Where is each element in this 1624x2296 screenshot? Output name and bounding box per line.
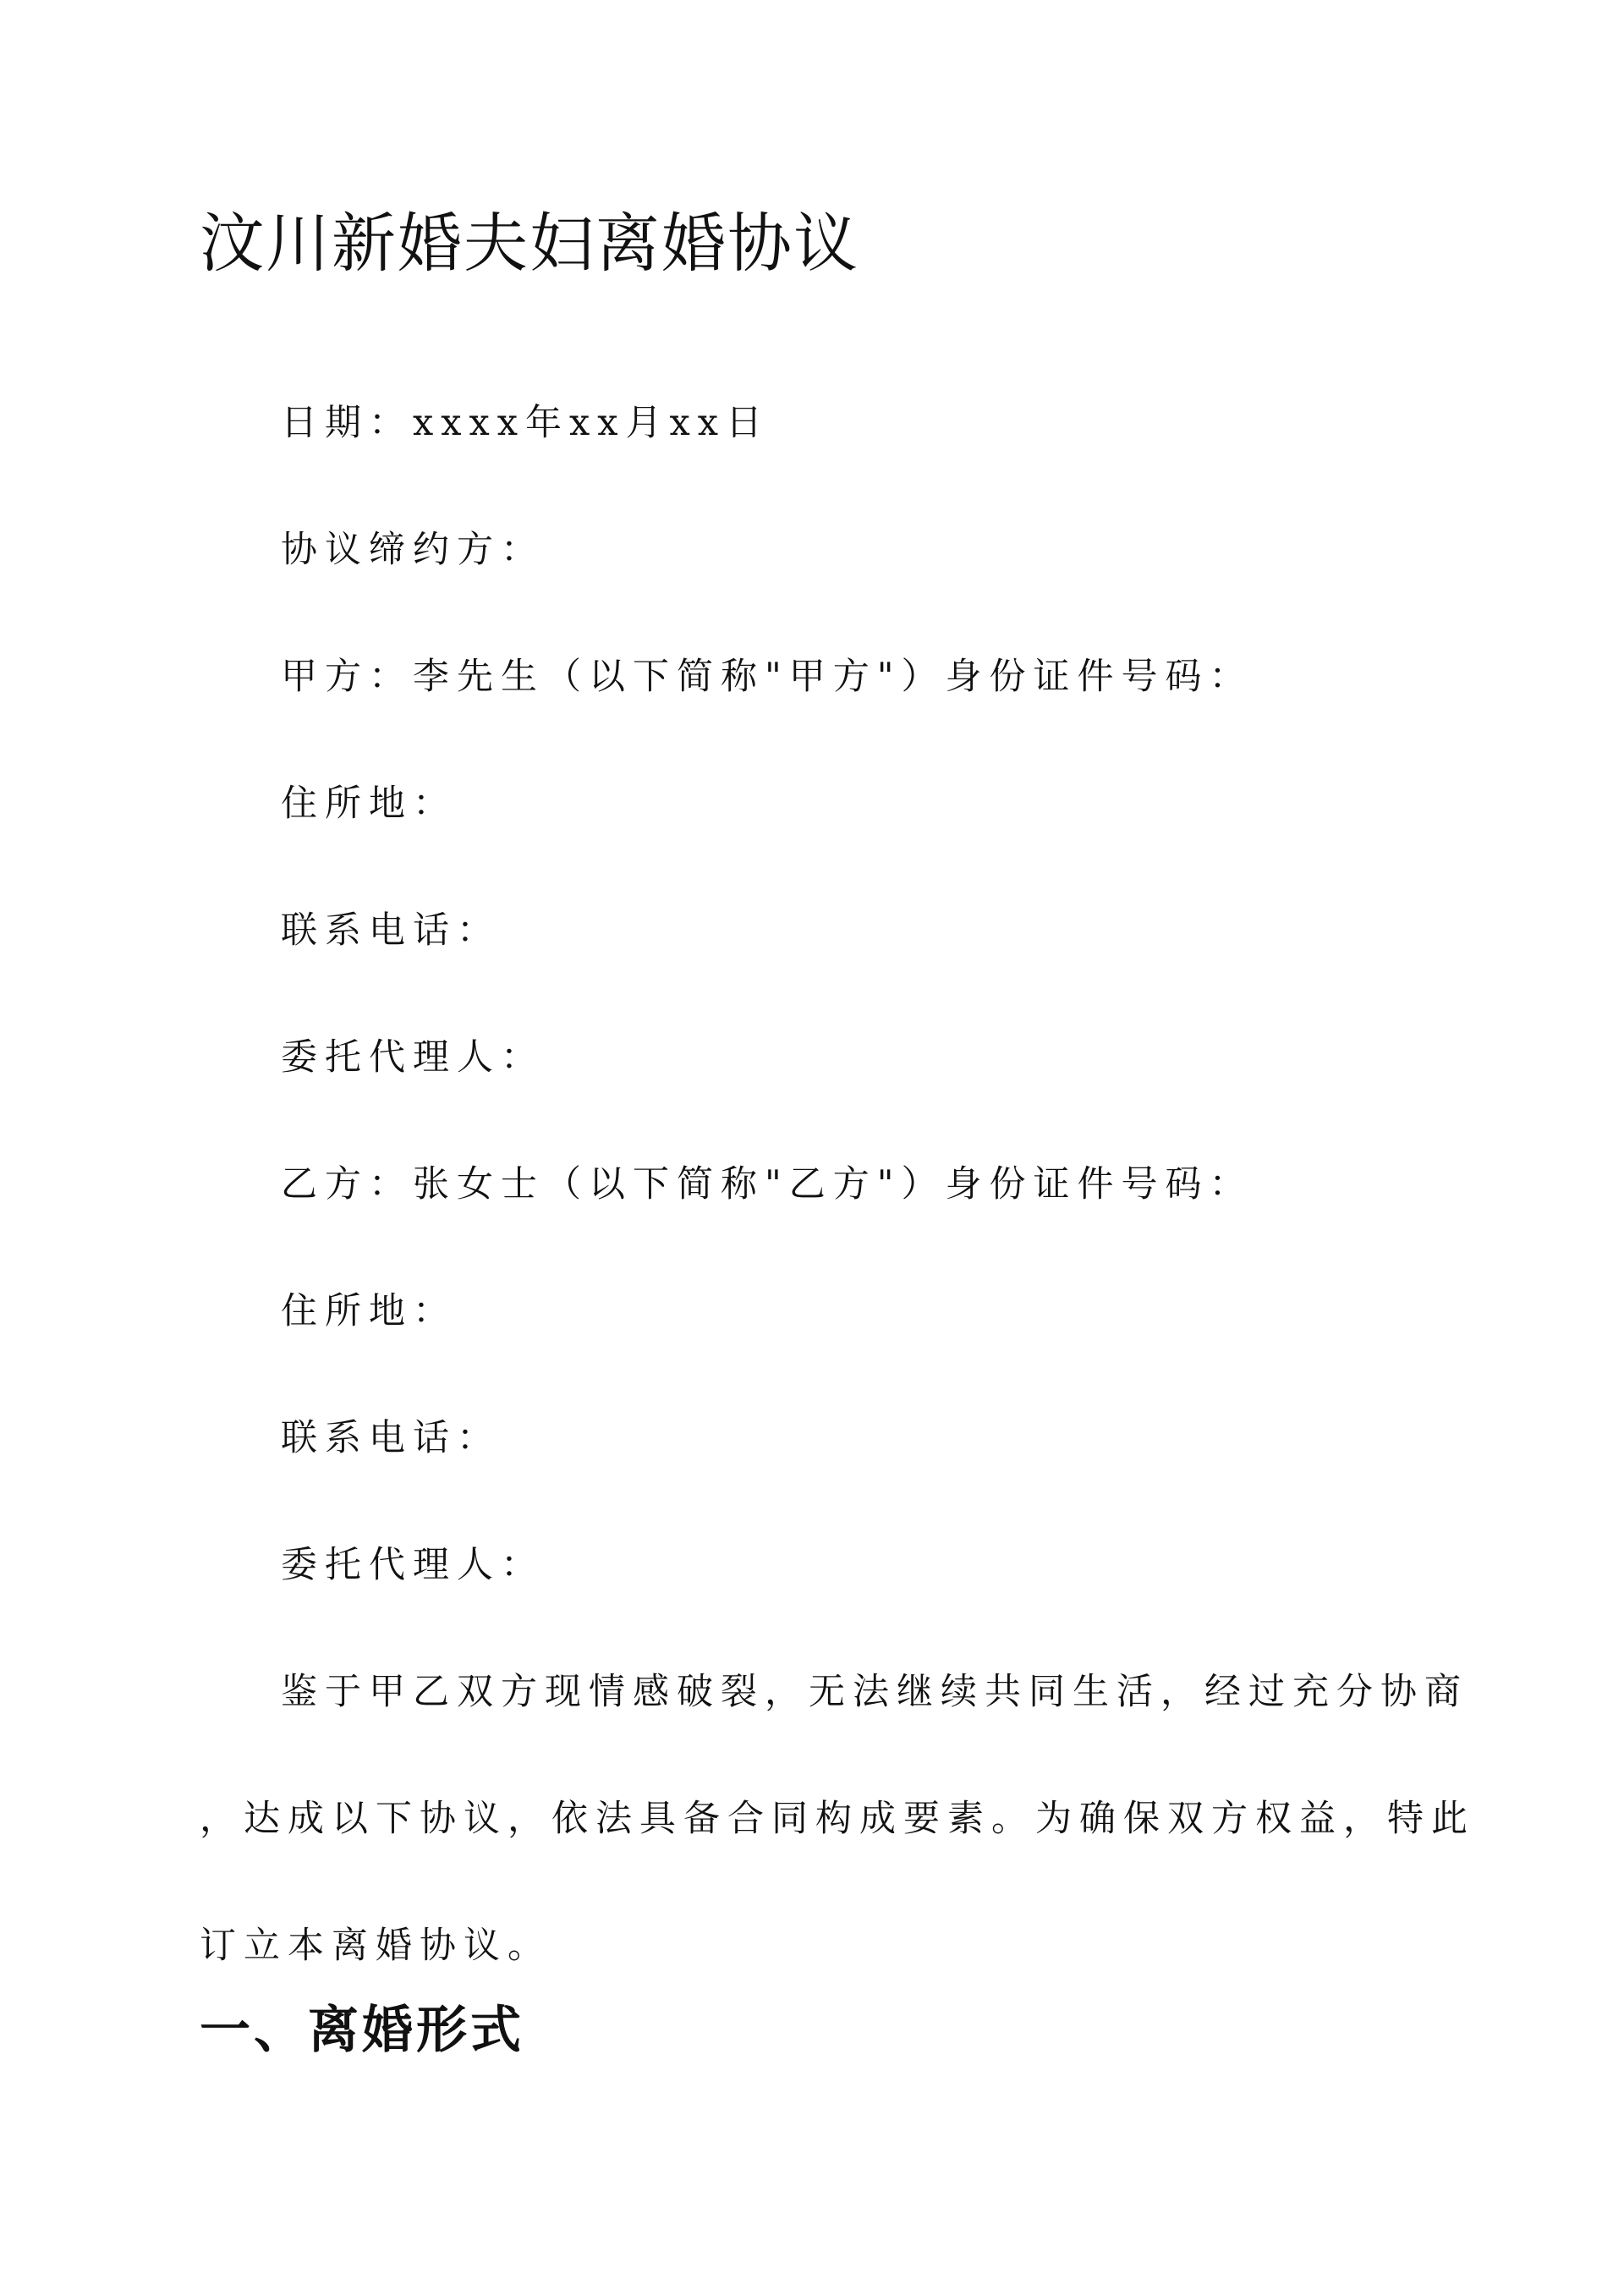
preamble-line-text: 鉴于甲乙双方现情感破裂，无法继续共同生活，经过充分协商 [281, 1671, 1468, 1713]
preamble-line [200, 1755, 1475, 1882]
party-b-agent-label: 委托代理人： [281, 1544, 545, 1586]
date-line: 日期：xxxx年xx月xx日 [281, 402, 771, 444]
parties-label: 协议缔约方： [281, 529, 545, 571]
preamble-line-text: ，达成以下协议，依法具备合同构成要素。为确保双方权益，特此 [200, 1798, 1475, 1840]
party-a-agent-label: 委托代理人： [281, 1036, 545, 1079]
preamble-line [200, 1629, 1468, 1755]
preamble-line-text: 订立本离婚协议。 [200, 1925, 551, 1967]
party-a-address-label: 住所地： [281, 783, 457, 825]
party-a-line: 甲方：李先生（以下简称"甲方"）身份证件号码： [281, 656, 1254, 698]
document-title: 汶川新婚夫妇离婚协议 [200, 206, 859, 281]
party-b-phone-label: 联系电话： [281, 1417, 501, 1459]
party-a-phone-label: 联系电话： [281, 909, 501, 952]
preamble-line [200, 1882, 1435, 2009]
party-b-line: 乙方：张女士（以下简称"乙方"）身份证件号码： [281, 1163, 1254, 1206]
preamble-paragraph [200, 1629, 1475, 2009]
party-b-address-label: 住所地： [281, 1290, 457, 1332]
section-heading: 一、离婚形式 [200, 2001, 524, 2060]
